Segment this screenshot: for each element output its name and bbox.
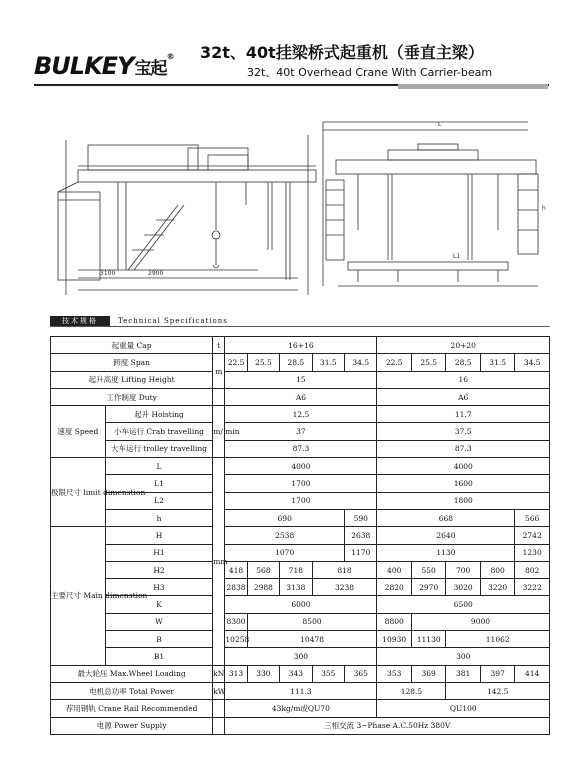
- table-row: [51, 717, 550, 734]
- header-accent-bar: [398, 84, 548, 89]
- table-cell: 31.5: [312, 354, 344, 371]
- table-cell: 87.3: [377, 440, 550, 457]
- table-cell: 1600: [377, 475, 550, 492]
- table-row: [51, 423, 550, 440]
- table-cell: 397: [480, 665, 514, 682]
- table-cell: 690: [225, 509, 345, 526]
- unit-cell: kN: [213, 665, 225, 682]
- table-cell: 142.5: [446, 682, 550, 699]
- row-label: 大车运行 trolley travelling: [105, 440, 212, 457]
- table-row: [51, 544, 550, 561]
- row-label: L2: [105, 492, 212, 509]
- table-cell: 31.5: [480, 354, 514, 371]
- row-label: B1: [105, 648, 212, 665]
- table-row: [51, 509, 550, 526]
- table-row: [51, 648, 550, 665]
- row-label: H: [105, 527, 212, 544]
- table-row: [51, 631, 550, 648]
- table-cell: 10258: [225, 631, 247, 648]
- table-cell: 3238: [312, 579, 377, 596]
- table-cell: 9000: [411, 613, 549, 630]
- brand-name-cn: 宝起: [134, 59, 167, 79]
- table-cell: 381: [446, 665, 480, 682]
- row-label: 起升 Hoisting: [105, 406, 212, 423]
- table-cell: 1070: [225, 544, 345, 561]
- row-label: H3: [105, 579, 212, 596]
- table-cell: 369: [411, 665, 445, 682]
- table-cell: 三相交流 3~Phase A.C.50Hz 380V: [225, 717, 550, 734]
- spec-section-header: [50, 316, 550, 326]
- table-row: [51, 354, 550, 371]
- row-label: W: [105, 613, 212, 630]
- table-cell: 300: [377, 648, 550, 665]
- table-cell: 37: [225, 423, 377, 440]
- table-cell: 2742: [515, 527, 550, 544]
- page-title-en: 32t、40t Overhead Crane With Carrier-beam: [247, 66, 493, 79]
- table-cell: 568: [247, 561, 279, 578]
- table-row: [51, 337, 550, 354]
- table-cell: 1700: [225, 475, 377, 492]
- row-label: 起重量 Cap: [51, 337, 213, 354]
- spec-table: [50, 336, 550, 735]
- row-label: 工作制度 Duty: [51, 388, 213, 405]
- table-cell: 25.5: [247, 354, 279, 371]
- table-cell: 1800: [377, 492, 550, 509]
- row-label: L: [105, 458, 212, 475]
- unit-cell: t: [213, 337, 225, 354]
- table-row: [51, 613, 550, 630]
- table-cell: 418: [225, 561, 247, 578]
- table-cell: 22.5: [225, 354, 247, 371]
- dim-label: L: [438, 121, 442, 128]
- table-row: [51, 388, 550, 405]
- table-cell: 313: [225, 665, 247, 682]
- row-label: K: [105, 596, 212, 613]
- row-label: 最大轮压 Max.Wheel Loading: [51, 665, 213, 682]
- row-label: h: [105, 509, 212, 526]
- dim-label: h: [542, 205, 546, 212]
- table-cell: 15: [225, 371, 377, 388]
- table-row: [51, 527, 550, 544]
- unit-cell: [213, 700, 225, 717]
- table-cell: 1700: [225, 492, 377, 509]
- group-label: 速度 Speed: [51, 406, 106, 458]
- table-row: [51, 440, 550, 457]
- row-label: 跨度 Span: [51, 354, 213, 371]
- table-cell: 400: [377, 561, 411, 578]
- table-cell: A6: [377, 388, 550, 405]
- table-cell: 11.7: [377, 406, 550, 423]
- row-label: H1: [105, 544, 212, 561]
- dim-label: L1: [453, 253, 461, 260]
- table-cell: 6500: [377, 596, 550, 613]
- table-cell: 11130: [411, 631, 445, 648]
- table-cell: 668: [377, 509, 515, 526]
- table-cell: 8300: [225, 613, 247, 630]
- page-title-cn: 32t、40t挂梁桥式起重机（垂直主梁）: [200, 43, 484, 62]
- spec-rule: [50, 326, 550, 327]
- table-cell: 8800: [377, 613, 411, 630]
- table-cell: 3220: [480, 579, 514, 596]
- table-cell: 343: [280, 665, 312, 682]
- table-cell: 355: [312, 665, 344, 682]
- unit-cell: mm: [213, 458, 225, 666]
- row-label: 电机总功率 Total Power: [51, 682, 213, 699]
- table-row: [51, 682, 550, 699]
- table-cell: 128.5: [377, 682, 446, 699]
- table-cell: 2640: [377, 527, 515, 544]
- table-cell: 566: [515, 509, 550, 526]
- unit-cell: kW: [213, 682, 225, 699]
- table-cell: A6: [225, 388, 377, 405]
- table-cell: 590: [345, 509, 377, 526]
- table-row: [51, 458, 550, 475]
- table-cell: 3222: [515, 579, 550, 596]
- table-cell: 111.3: [225, 682, 377, 699]
- table-cell: 802: [515, 561, 550, 578]
- row-label: 起升高度 Lifting Height: [51, 371, 213, 388]
- table-cell: 353: [377, 665, 411, 682]
- registered-mark: ®: [166, 52, 174, 61]
- table-cell: 300: [225, 648, 377, 665]
- table-cell: 28.5: [280, 354, 312, 371]
- table-cell: 12.5: [225, 406, 377, 423]
- table-cell: 37.5: [377, 423, 550, 440]
- end-elevation-view: [323, 122, 538, 286]
- table-cell: 1230: [515, 544, 550, 561]
- table-cell: 1130: [377, 544, 515, 561]
- table-cell: 43kg/m或QU70: [225, 700, 377, 717]
- spec-title-en: Technical Specifications: [118, 317, 228, 325]
- table-cell: 34.5: [515, 354, 550, 371]
- table-cell: 16: [377, 371, 550, 388]
- table-cell: 3138: [280, 579, 312, 596]
- table-cell: 20+20: [377, 337, 550, 354]
- table-cell: 330: [247, 665, 279, 682]
- table-row: [51, 406, 550, 423]
- table-cell: 2988: [247, 579, 279, 596]
- row-label: 电源 Power Supply: [51, 717, 213, 734]
- table-cell: 2970: [411, 579, 445, 596]
- dim-label: 3100: [100, 270, 116, 277]
- dim-label: 2900: [148, 270, 164, 277]
- brand-name: BULKEY: [34, 52, 134, 80]
- table-cell: 365: [345, 665, 377, 682]
- table-cell: 2538: [225, 527, 345, 544]
- table-cell: 818: [312, 561, 377, 578]
- brand-logo: [34, 52, 173, 80]
- table-cell: 2820: [377, 579, 411, 596]
- table-cell: 8500: [247, 613, 377, 630]
- unit-cell: [213, 717, 225, 734]
- table-cell: 28.5: [446, 354, 480, 371]
- table-row: [51, 371, 550, 388]
- table-cell: 3020: [446, 579, 480, 596]
- table-cell: 10478: [247, 631, 377, 648]
- table-cell: 414: [515, 665, 550, 682]
- table-row: [51, 665, 550, 682]
- table-cell: 1170: [345, 544, 377, 561]
- table-cell: 4000: [377, 458, 550, 475]
- table-row: [51, 700, 550, 717]
- table-cell: 718: [280, 561, 312, 578]
- row-label: H2: [105, 561, 212, 578]
- table-cell: 16+16: [225, 337, 377, 354]
- row-label: 荐用钢轨 Crane Rail Recommended: [51, 700, 213, 717]
- row-label: L1: [105, 475, 212, 492]
- table-cell: 6000: [225, 596, 377, 613]
- table-cell: 700: [446, 561, 480, 578]
- table-cell: 22.5: [377, 354, 411, 371]
- row-label: B: [105, 631, 212, 648]
- table-cell: 25.5: [411, 354, 445, 371]
- group-label: 主要尺寸 Main dimenstion: [51, 527, 106, 665]
- table-cell: 2638: [345, 527, 377, 544]
- table-row: [51, 561, 550, 578]
- table-cell: 11062: [446, 631, 550, 648]
- group-label: 极限尺寸 limit dimenstion: [51, 458, 106, 527]
- crane-drawing: [58, 110, 553, 300]
- unit-cell: m: [213, 354, 225, 389]
- table-cell: 2838: [225, 579, 247, 596]
- table-cell: 10930: [377, 631, 411, 648]
- table-cell: 4000: [225, 458, 377, 475]
- side-elevation-view: [58, 135, 316, 295]
- table-cell: 550: [411, 561, 445, 578]
- table-cell: 34.5: [345, 354, 377, 371]
- unit-cell: m/ min: [213, 406, 225, 458]
- row-label: 小车运行 Crab travelling: [105, 423, 212, 440]
- table-cell: 800: [480, 561, 514, 578]
- table-cell: 87.3: [225, 440, 377, 457]
- unit-cell: [213, 388, 225, 405]
- spec-tag: 技术规格: [50, 316, 110, 326]
- table-cell: QU100: [377, 700, 550, 717]
